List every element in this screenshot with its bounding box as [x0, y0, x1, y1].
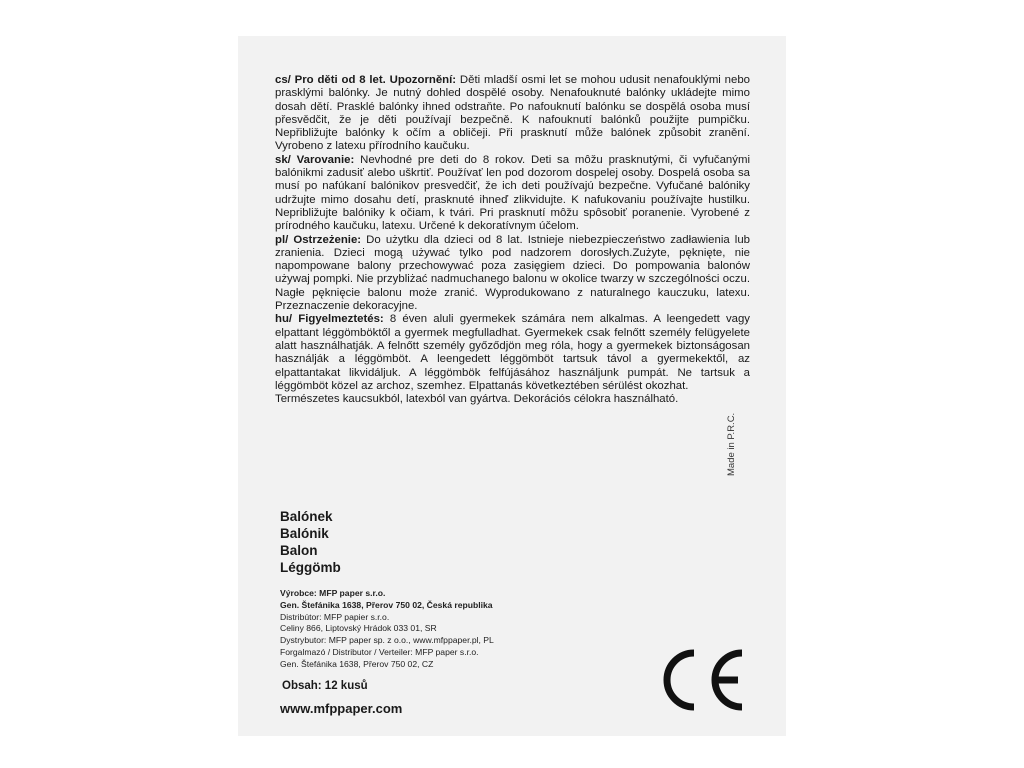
producer-address: Gen. Štefánika 1638, Přerov 750 02, Česká republika	[280, 599, 493, 610]
ce-mark-icon	[656, 648, 748, 712]
warning-pl-text: Do użytku dla dzieci od 8 lat. Istnieje niebezpieczeństwo zadławienia lub zranienia. Dzieci mogą używać tylko pod nadzorem dorosłych.Zużyte, pęknięte, nie napompowane balony przechowywać poza zasięgiem dzieci. Do pompowania balonów używaj pompki. Nie przybliżać nadmuchanego balonu w okolice twarzy w szczególności oczu. Nagłe pęknięcie balonu może zranić. Wyprodukowano z naturalnego kauczuku, latexu. Przeznaczenie dekoracyjne.	[275, 233, 750, 313]
producer-name: Výrobce: MFP paper s.r.o.	[280, 588, 386, 598]
distributor-hu: Forgalmazó / Distributor / Verteiler: MFP paper s.r.o.	[280, 646, 479, 657]
product-name-pl: Balon	[280, 543, 318, 558]
product-names	[280, 508, 341, 576]
warning-sk	[275, 154, 750, 234]
warning-cs-text: Děti mladší osmi let se mohou udusit nenafouklými nebo prasklými balónky. Je nutný dohled dospělé osoby. Nenafouknuté balónky ukládejte mimo dosah dětí. Prasklé balónky ihned odstraňte. Po nafouknutí balónku se dospělá osoba musí přesvědčit, že je děti používají bezpečně. K nafouknutí balónků použijte pumpičku. Nepřibližujte balónky k očím a obličeji. Při prasknutí může balónek způsobit zranění. Vyrobeno z latexu přírodního kaučuku.	[275, 74, 750, 153]
warning-hu-lead: hu/ Figyelmeztetés:	[275, 313, 384, 326]
warning-cs-lead: cs/ Pro děti od 8 let. Upozornění:	[275, 74, 457, 86]
warning-pl	[275, 234, 750, 314]
distributor-sk: Distribútor: MFP papier s.r.o.	[280, 611, 390, 622]
product-name-hu: Léggömb	[280, 560, 341, 575]
warning-hu-material	[275, 393, 750, 406]
warnings-block	[275, 74, 750, 406]
distributor-pl: Dystrybutor: MFP paper sp. z o.o., www.mfppaper.pl, PL	[280, 635, 494, 646]
warning-pl-lead: pl/ Ostrzeżenie:	[275, 233, 362, 246]
made-in-text: Made in P.R.C.	[726, 412, 737, 476]
warning-sk-text: Nevhodné pre deti do 8 rokov. Deti sa môžu prasknutými, či vyfučanými balónikmi zadusiť alebo uškrtiť. Používať len pod dozorom dospelej osoby. Dospelá osoba sa musí po nafúkaní balónikov presvedčiť, že ich deti používajú bezpečne. Vyfučané balóniky udržujte mimo dosahu detí, prasknuté ihneď zlikvidujte. K nafukovaniu používajte hustilku. Nepribližujte balóniky k očiam, k tvári. Pri prasknutí môžu spôsobiť poranenie. Vyrobené z prírodného kaučuku, latexu. Určené k dekoratívnym účelom.	[275, 153, 750, 233]
website-url: www.mfppaper.com	[280, 701, 403, 716]
contents-count: Obsah: 12 kusů	[282, 680, 368, 692]
warning-hu-text: 8 éven aluli gyermekek számára nem alkalmas. A leengedett vagy elpattant léggömböktől a gyermek megfulladhat. Gyermekek csak felnőtt személy felügyelete alatt használhatják. A felnőtt személy győződjön meg róla, hogy a gyermekek biztonságosan használják a léggömböt. A leengedett léggömböt tartsuk távol a gyermekektől, az elpattantakat likvidáljuk. A léggömbök felfújásához használjunk pumpát. Ne tartsuk a léggömböt közel az archoz, szemhez. Elpattanás következtében sérülést okozhat.	[275, 313, 751, 392]
warning-cs	[275, 74, 750, 154]
distributor-hu-address: Gen. Štefánika 1638, Přerov 750 02, CZ	[280, 658, 434, 669]
warning-hu	[275, 313, 750, 393]
distributor-sk-address: Celiny 866, Liptovský Hrádok 033 01, SR	[280, 623, 437, 634]
product-name-sk: Balónik	[280, 526, 329, 541]
product-name-cs: Balónek	[280, 509, 333, 524]
producer-info	[280, 588, 494, 671]
product-label	[238, 36, 786, 736]
warning-hu-material-text: Természetes kaucsukból, latexból van gyártva. Dekorációs célokra használható.	[275, 393, 679, 406]
warning-sk-lead: sk/ Varovanie:	[275, 153, 355, 166]
